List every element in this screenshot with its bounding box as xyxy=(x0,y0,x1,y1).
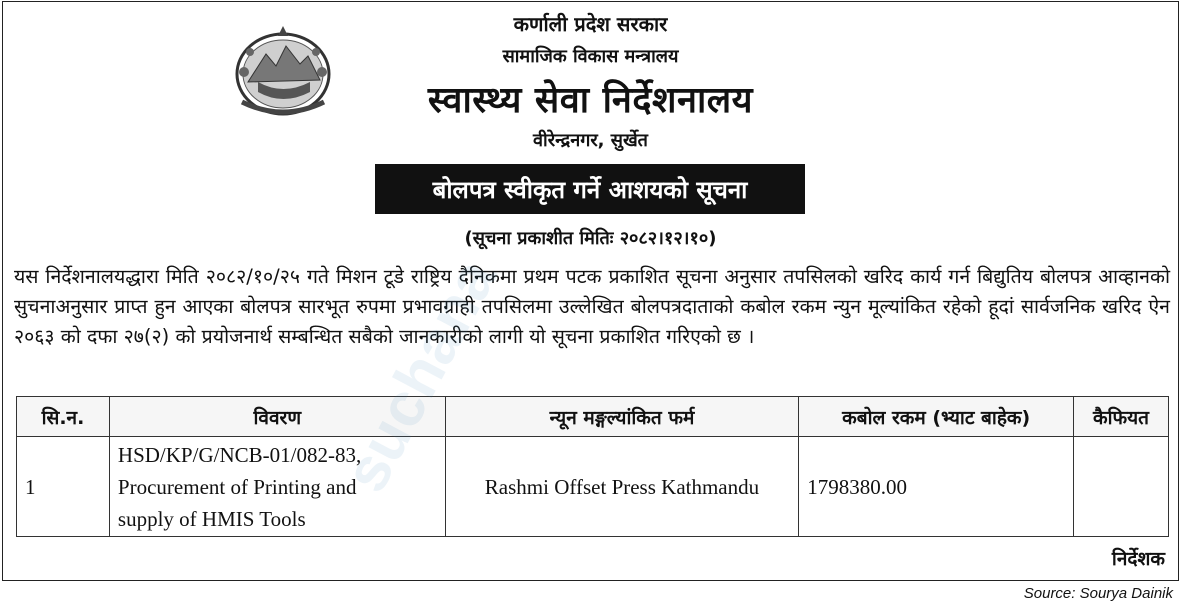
tender-table xyxy=(16,396,1169,537)
description-line: HSD/KP/G/NCB-01/082-83, xyxy=(117,442,362,467)
notice-title: बोलपत्र स्वीकृत गर्ने आशयको सूचना xyxy=(375,164,805,214)
signatory: निर्देशक xyxy=(1111,548,1165,570)
cell-remarks xyxy=(1074,437,1169,537)
table-header-row xyxy=(17,397,1169,437)
ministry-name: सामाजिक विकास मन्त्रालय xyxy=(502,46,679,67)
header-amount: कबोल रकम (भ्याट बाहेक) xyxy=(799,397,1074,437)
directorate-name: स्वास्थ्य सेवा निर्देशनालय xyxy=(427,80,754,121)
description-line: Procurement of Printing and xyxy=(117,474,357,499)
cell-firm: Rashmi Offset Press Kathmandu xyxy=(445,437,799,537)
source-credit: Source: Sourya Dainik xyxy=(1023,585,1173,602)
notice-body: यस निर्देशनालयद्धारा मिति २०८२/१०/२५ गते मिशन टूडे राष्ट्रिय दैनिकमा प्रथम पटक प्रकाशित सूचना अनुसार तपसिलको खरिद कार्य गर्न बिद्युतिय बोलपत्र आव्हानको सुचनाअनुसार प्राप्त हुन आएका बोलपत्र सारभूत रुपमा प्रभावग्राही तपसिलमा उल्लेखित बोलपत्रदाताको कबोल रकम न्युन मूल्यांकित रहेको हूदां सार्वजनिक खरिद ऐन २०६३ को दफा २७(२) को प्रयोजनार्थ सम्बन्धित सबैको जानकारीको लागी यो सूचना प्रकाशित गरिएको छ । xyxy=(14,265,1170,348)
government-name: कर्णाली प्रदेश सरकार xyxy=(513,12,668,36)
description-line: supply of HMIS Tools xyxy=(117,506,306,531)
watermark: suchana xyxy=(330,248,510,503)
cell-description xyxy=(109,437,445,537)
header-serial: सि.न. xyxy=(17,397,110,437)
cell-serial: 1 xyxy=(17,437,110,537)
published-date: (सूचना प्रकाशीत मितिः २०८२।१२।१०) xyxy=(464,228,717,249)
office-location: वीरेन्द्रनगर, सुर्खेत xyxy=(533,130,648,151)
table-row xyxy=(17,437,1169,537)
cell-amount: 1798380.00 xyxy=(799,437,1074,537)
header-remarks: कैफियत xyxy=(1074,397,1169,437)
header-description: विवरण xyxy=(109,397,445,437)
header-firm: न्यून मङ्गल्यांकित फर्म xyxy=(445,397,799,437)
